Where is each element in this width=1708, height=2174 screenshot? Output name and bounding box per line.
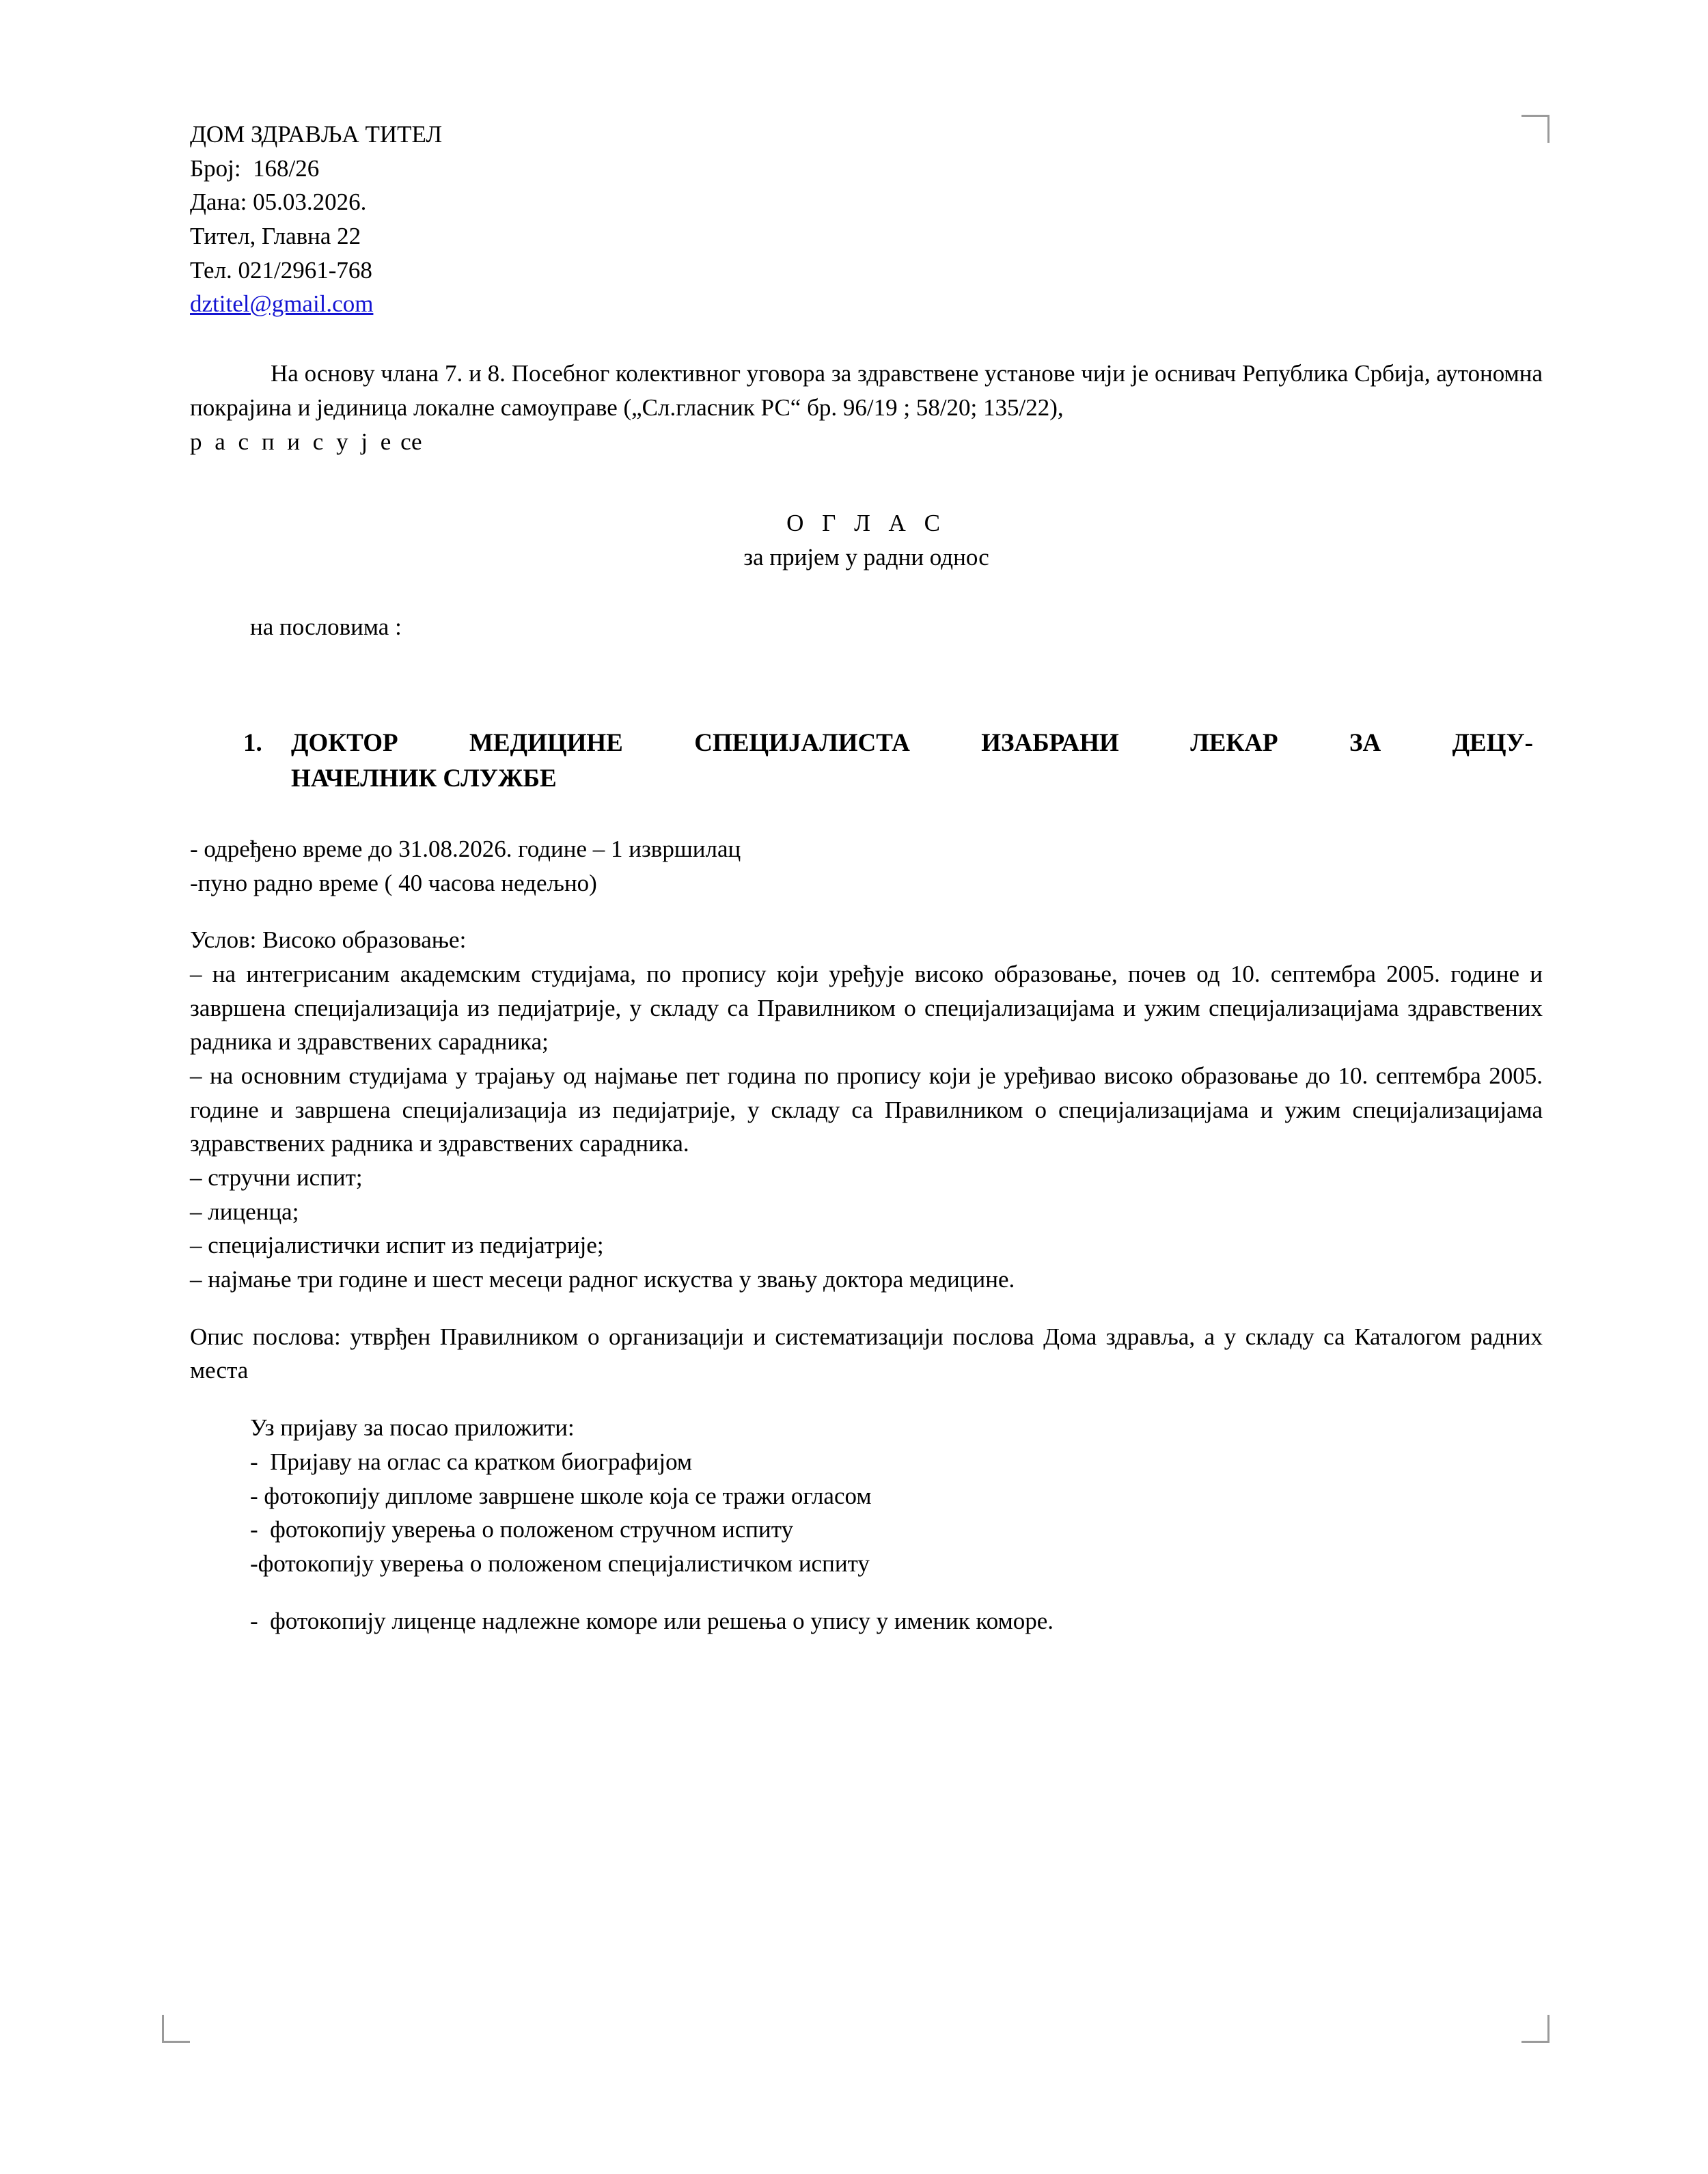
attachment-item: -фотокопију уверења о положеном специјалистичком испиту (250, 1550, 870, 1577)
condition-experience: – најмање три године и шест месеци радног искуства у звању доктора медицине. (190, 1266, 1015, 1293)
condition-basic-studies: – на основним студијама у трајању од најмање пет година по пропису који је уређивао високо образовање до 10. септембра 2005. године и завршена специјализација из педијатрије, у складу са Правилником о специјализацијама и ужим специјализацијама здравствених радника и здравствених сарадника. (190, 1062, 1543, 1157)
announce-verb: р а с п и с у ј е се (190, 428, 422, 455)
job-title-line-2: НАЧЕЛНИК СЛУЖБЕ (291, 765, 557, 793)
ad-title: О Г Л А С (786, 510, 946, 537)
condition-integrated-studies: – на интегрисаним академским студијама, по пропису који уређује високо образовање, почев од 10. септембра 2005. године и завршена специјализација из педијатрије, у складу са Правилником о специјализацијама и ужим специјализацијама здравствених радника и здравствених сарадника; (190, 960, 1543, 1056)
job-title (190, 726, 1543, 797)
job-title-line-1: ДОКТОР МЕДИЦИНЕ СПЕЦИЈАЛИСТА ИЗАБРАНИ ЛЕКАР ЗА ДЕЦУ- (291, 729, 1533, 758)
job-description: Опис послова: утврђен Правилником о организацији и систематизацији послова Дома здравља, а у складу са Каталогом радних места (190, 1323, 1543, 1384)
letterhead-institution: ДОМ ЗДРАВЉА ТИТЕЛ (190, 121, 443, 148)
letterhead-phone: Тел. 021/2961-768 (190, 256, 372, 284)
attachment-item: - фотокопију дипломе завршене школе која се тражи огласом (250, 1482, 872, 1509)
letterhead-date: Дана: 05.03.2026. (190, 189, 367, 216)
email-link[interactable]: dztitel@gmail.com (190, 290, 374, 318)
conditions-heading: Услов: Високо образовање: (190, 926, 467, 954)
letterhead (190, 118, 1543, 321)
positions-intro: на пословима : (250, 613, 402, 640)
term-working-hours: -пуно радно време ( 40 часова недељно) (190, 869, 597, 896)
condition-specialist-exam: – специјалистички испит из педијатрије; (190, 1232, 604, 1259)
ad-subtitle: за пријем у радни однос (743, 543, 989, 570)
letterhead-number: Број: 168/26 (190, 154, 320, 182)
job-number: 1. (243, 729, 262, 758)
crop-mark-bottom-left (162, 2015, 190, 2043)
letterhead-address: Тител, Главна 22 (190, 223, 361, 250)
legal-basis-paragraph: На основу члана 7. и 8. Посебног колективног уговора за здравствене установе чији је оснивач Република Србија, аутономна покрајина и јединица локалне самоуправе („Сл.гласник РС“ бр. 96/19 ; 58/20; 135/22), (190, 360, 1543, 421)
crop-mark-bottom-right (1521, 2015, 1549, 2043)
attachment-item: - Пријаву на оглас са кратком биографијом (250, 1448, 693, 1475)
condition-professional-exam: – стручни испит; (190, 1164, 363, 1192)
document-content (190, 118, 1543, 1638)
attachment-item-license: - фотокопију лиценце надлежне коморе или решења о упису у именик коморе. (250, 1607, 1054, 1634)
attachment-item: - фотокопију уверења о положеном стручном испиту (250, 1516, 794, 1543)
job-title-text (291, 726, 1533, 797)
term-duration: - одређено време до 31.08.2026. године – 1 извршилац (190, 835, 741, 862)
condition-license: – лиценца; (190, 1198, 299, 1225)
attachments-heading: Уз пријаву за посао приложити: (250, 1414, 575, 1442)
